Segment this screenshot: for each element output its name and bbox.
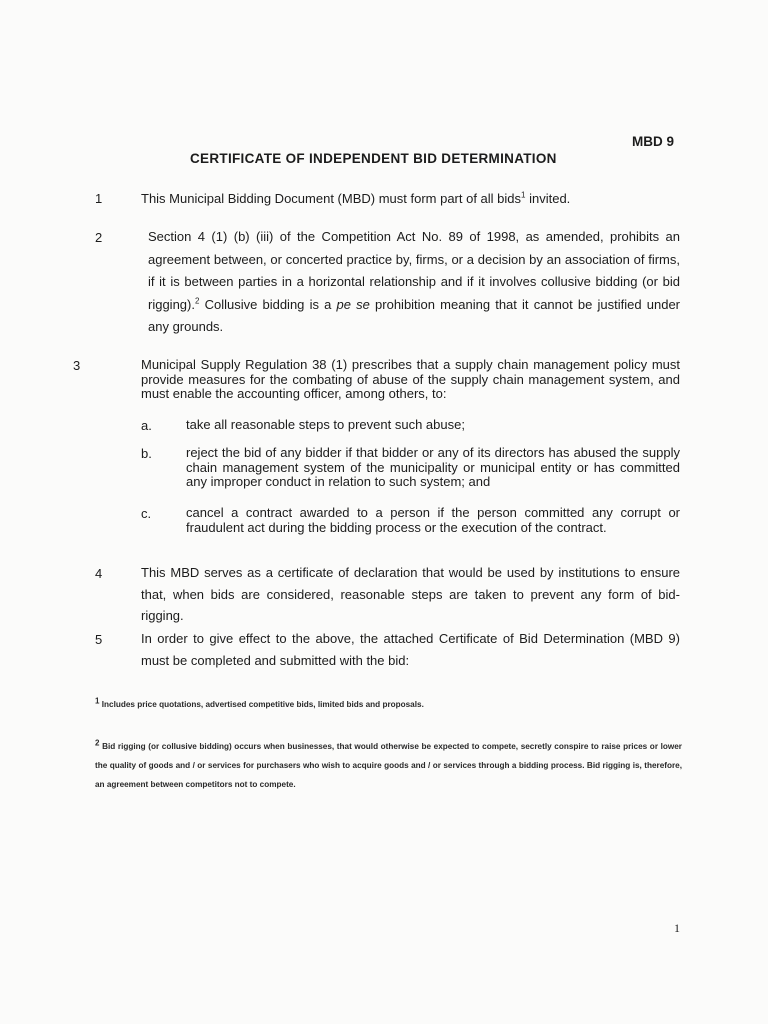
- footnote-2: [95, 737, 682, 794]
- item-2-text-part: prohibition meaning that it cannot be justified under any grounds.: [148, 296, 680, 334]
- item-2-text-part: Section 4 (1) (b) (iii) of the Competition Act No. 89 of 1998, as amended, prohibits an agreement between, or concerted practice by, firms, or a decision by an association of firms, if it is between parties in a horizontal relationship and if it involves collusive bidding (or bid rigging).: [148, 229, 680, 312]
- footnote-text: Includes price quotations, advertised competitive bids, limited bids and proposals.: [101, 700, 424, 709]
- subitem-letter: c.: [141, 506, 152, 521]
- subitem-text: reject the bid of any bidder if that bidder or any of its directors has abused the supply chain management system of the municipality or municipal entity or has committed any improper conduct in relation to such system; and: [186, 445, 680, 489]
- subitem-letter: a.: [141, 418, 152, 433]
- item-1-text-part: invited.: [525, 191, 571, 206]
- item-2-text-italic: pe se: [336, 296, 370, 312]
- footnote-mark: 2: [95, 738, 100, 748]
- page-number: 1: [674, 921, 680, 935]
- item-2-text: [148, 226, 680, 339]
- item-number: 2: [95, 230, 103, 245]
- footnote-mark: 1: [95, 696, 100, 706]
- document-code: MBD 9: [632, 134, 675, 149]
- footnote-ref: 1: [521, 190, 526, 200]
- item-3-text: Municipal Supply Regulation 38 (1) prescribes that a supply chain management policy must provide measures for the combating of abuse of the supply chain management system, and must enable the accounting officer, among others, to:: [141, 357, 680, 401]
- item-4-text: This MBD serves as a certificate of declaration that would be used by institutions to ensure that, when bids are considered, reasonable steps are taken to prevent any form of bid-rigging.: [141, 565, 680, 623]
- item-1-text: [141, 191, 641, 206]
- subitem-letter: b.: [141, 446, 152, 461]
- item-2-text-part: Collusive bidding is a: [199, 296, 337, 312]
- item-1-text-part: This Municipal Bidding Document (MBD) must form part of all bids: [141, 191, 522, 206]
- subitem-text: cancel a contract awarded to a person if the person committed any corrupt or fraudulent act during the bidding process or the execution of the contract.: [186, 505, 680, 535]
- footnote-ref: 2: [194, 296, 200, 306]
- footnote-text: Bid rigging (or collusive bidding) occurs when businesses, that would otherwise be expected to compete, secretly conspire to raise prices or lower the quality of goods and / or services for purchasers who wish to acquire goods and / or services through a bidding process. Bid rigging is, therefore, an agreement between competitors not to compete.: [95, 742, 682, 789]
- page-title: CERTIFICATE OF INDEPENDENT BID DETERMINATION: [190, 151, 557, 166]
- footnote-1: [95, 696, 424, 709]
- item-number: 1: [95, 191, 103, 206]
- item-number: 5: [95, 632, 103, 647]
- subitem-text: take all reasonable steps to prevent such abuse;: [186, 417, 465, 432]
- item-5-text: In order to give effect to the above, the attached Certificate of Bid Determination (MBD 9) must be completed and submitted with the bid:: [141, 631, 680, 668]
- item-number: 4: [95, 566, 103, 581]
- item-number: 3: [73, 358, 81, 373]
